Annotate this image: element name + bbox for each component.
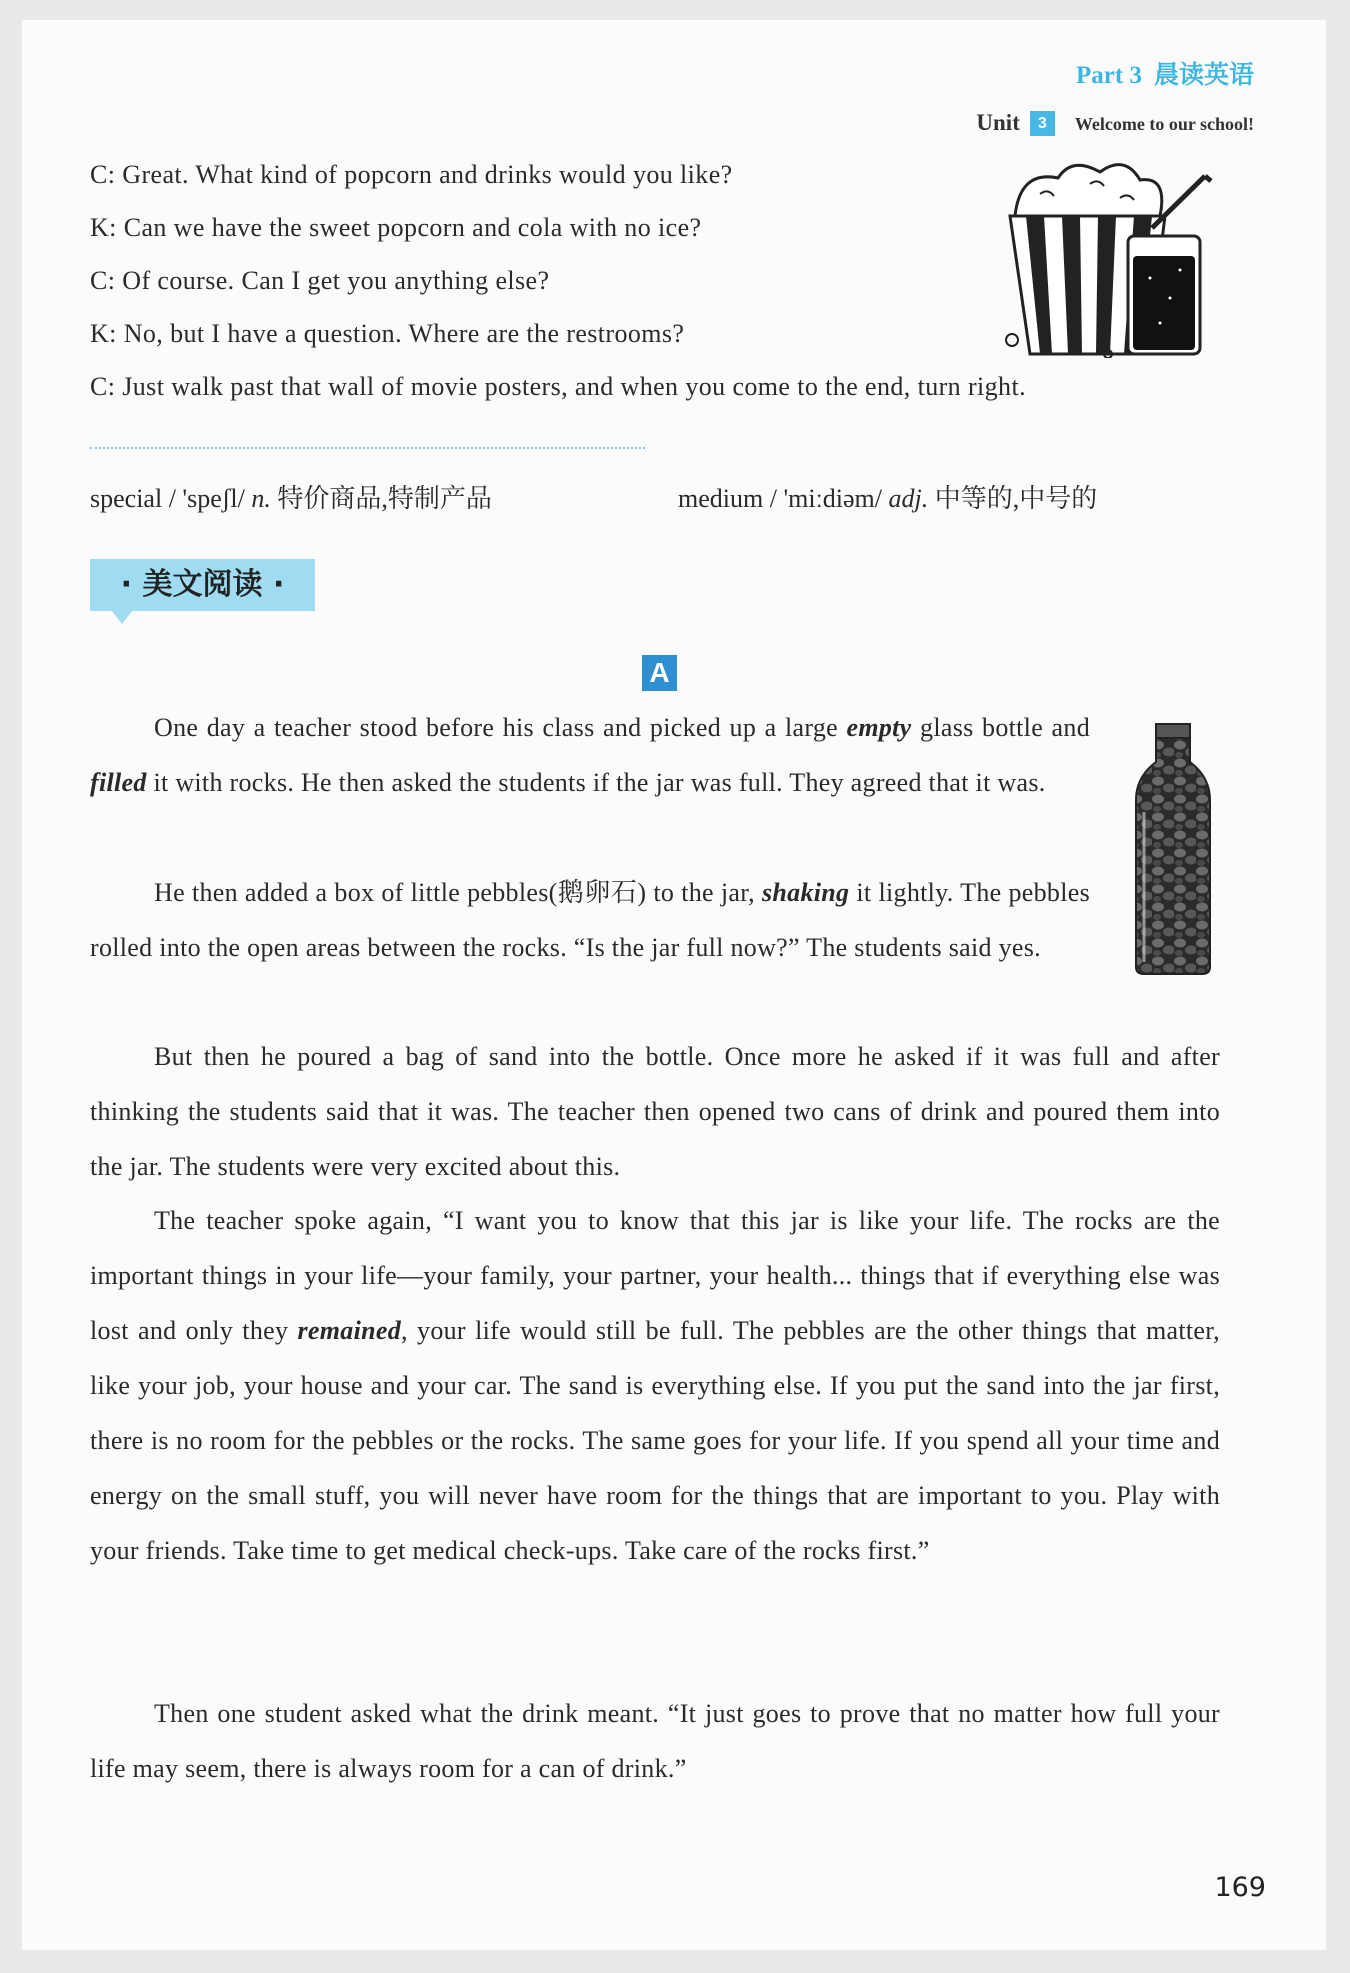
- passage-label-badge: A: [642, 655, 677, 691]
- dialogue-line: C: Great. What kind of popcorn and drinks would you like?: [90, 160, 733, 189]
- passage-paragraph: [90, 865, 1090, 975]
- passage-paragraph: [90, 1193, 1220, 1578]
- text-run: , your life would still be full. The pebbles are the other things that matter, like your job, your house and your car. The sand is everything else. If you put the sand into the jar first, there is no room for the pebbles or the rocks. The same goes for your life. If you spend all your time and energy on the small stuff, you will never have room for the things that are important to you. Play with your friends. Take time to get medical check-ups. Take care of the rocks first.”: [90, 1316, 1220, 1565]
- text-run: One day a teacher stood before his class and picked up a large: [154, 713, 847, 742]
- dialogue-line: C: Of course. Can I get you anything else?: [90, 266, 550, 295]
- vocab-entry: [90, 478, 492, 515]
- vocab-phonetic: / 'miːdiəm/: [769, 484, 883, 513]
- keyword: empty: [846, 713, 912, 742]
- unit-label: Unit: [976, 110, 1020, 135]
- page-number: 169: [1214, 1872, 1266, 1903]
- part-title: 晨读英语: [1153, 60, 1254, 89]
- text-run: The teacher spoke again, “I want you to know that this jar is like your life. The rocks are the important things in your life—your family, your partner, your health... things that if everything else was lost and only they: [90, 1206, 1220, 1345]
- vocab-entry: [678, 478, 1097, 515]
- keyword: shaking: [762, 878, 850, 907]
- vocab-word: medium: [678, 484, 764, 513]
- dialogue-line: K: No, but I have a question. Where are the restrooms?: [90, 319, 685, 348]
- vocab-meaning: 中等的,中号的: [934, 484, 1098, 513]
- passage-paragraph: But then he poured a bag of sand into the bottle. Once more he asked if it was full and after thinking the students said that it was. The teacher then opened two cans of drink and poured them into the jar. The students were very excited about this.: [90, 1042, 1220, 1181]
- section-title-tag: · 美文阅读 ·: [90, 559, 315, 611]
- header-unit: [976, 110, 1254, 136]
- dotted-divider: [90, 447, 645, 449]
- text-run: He then added a box of little pebbles(鹅卵石) to the jar,: [154, 878, 762, 907]
- vocab-word: special: [90, 484, 163, 513]
- vocab-pos: adj.: [888, 484, 929, 513]
- vocab-phonetic: / 'speʃl/: [168, 484, 245, 513]
- pebble-jar-photo: [1130, 722, 1216, 977]
- vocab-meaning: 特价商品,特制产品: [277, 484, 492, 513]
- unit-number-badge: 3: [1030, 111, 1055, 136]
- passage-paragraph: Then one student asked what the drink meant. “It just goes to prove that no matter how full your life may seem, there is always room for a can of drink.”: [90, 1699, 1220, 1783]
- dialogue-line: K: Can we have the sweet popcorn and cola with no ice?: [90, 213, 702, 242]
- text-run: glass bottle and: [911, 713, 1090, 742]
- keyword: remained: [297, 1316, 401, 1345]
- part-label: Part 3: [1076, 62, 1142, 89]
- popcorn-and-cola-illustration: [1000, 158, 1220, 358]
- vocab-pos: n.: [251, 484, 271, 513]
- text-run: it with rocks. He then asked the students if the jar was full. They agreed that it was.: [146, 768, 1046, 797]
- text-run: it lightly. The pebbles rolled into the open areas between the rocks. “Is the jar full now?” The students said yes.: [90, 878, 1091, 962]
- keyword: filled: [90, 768, 147, 797]
- dialogue-line: C: Just walk past that wall of movie posters, and when you come to the end, turn right.: [90, 372, 1026, 401]
- unit-title: Welcome to our school!: [1074, 114, 1254, 134]
- header-part: [1076, 55, 1254, 91]
- passage-paragraph: [90, 700, 1090, 810]
